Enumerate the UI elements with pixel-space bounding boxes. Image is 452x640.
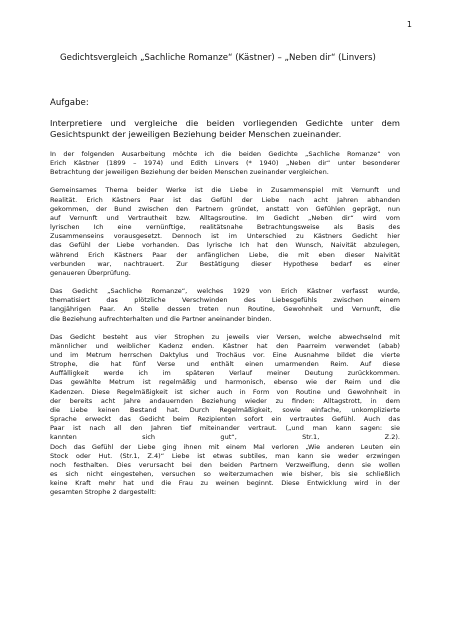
paragraph <box>50 186 400 278</box>
text-line: Doch das Gefühl der Liebe ging ihnen mit einem Mal verloren „Wie anderen Leuten ein <box>50 442 400 451</box>
text-line: Gemeinsames Thema beider Werke ist die Liebe in Zusammenspiel mit Vernunft und <box>50 186 400 195</box>
text-line: Strophe, die hat fünf Verse und enthält einen umarmenden Reim. Auf diese <box>50 360 400 369</box>
text-line: Das gewählte Metrum ist regelmäßig und harmonisch, ebenso wie der Reim und die <box>50 378 400 387</box>
text-line: der bereits acht Jahre andauernden Beziehung wieder zu finden: Alltagstrott, in dem <box>50 396 400 405</box>
text-line: gekommen, der Bund zwischen den Partnern gründet, anstatt von Gefühlen geprägt, nun <box>50 204 400 213</box>
text-line: Erich Kästner (1899 – 1974) und Edith Linvers (* 1940) „Neben dir“ unter besonderer <box>50 159 400 168</box>
text-line: während Erich Kästners Paar der anfänglichen Liebe, die mit eben dieser Naivität <box>50 250 400 259</box>
text-line: kannten sich gut“, Str.1, Z.2). <box>50 433 400 442</box>
text-line: Stock oder Hut. (Str.1, Z.4)“ Liebe ist etwas subtiles, man kann sie weder erzwingen <box>50 451 400 460</box>
text-line: Paar ist nach all den Jahren tief miteinander vertraut. („und man kann sagen: sie <box>50 424 400 433</box>
text-line: langjährigen Paar. An Stelle dessen treten nun Routine, Gewohnheit und Vernunft, die <box>50 305 400 314</box>
task-label: Aufgabe: <box>50 98 89 108</box>
text-line: es sich nicht eingestehen, versuchen so weiterzumachen wie bisher, bis sie schließlich <box>50 470 400 478</box>
page-number: 1 <box>406 20 412 29</box>
text-line: die Liebe keinen Bestand hat. Durch Regelmäßigkeit, sowie einfache, unkomplizierte <box>50 405 400 414</box>
text-line: Zusammenseins vorausgesetzt. Dennoch ist im Unterschied zu Kästners Gedicht hier <box>50 232 400 241</box>
paragraph <box>50 287 400 324</box>
text-line: thematisiert das plötzliche Verschwinden des Liebesgefühls zwischen einem <box>50 296 400 305</box>
text-line: genaueren Überprüfung. <box>50 268 131 277</box>
text-line: die Beziehung aufrechterhalten und die Partner aneinander binden. <box>50 314 272 323</box>
text-line: Das Gedicht besteht aus vier Strophen zu jeweils vier Versen, welche abwechselnd mit <box>50 332 400 341</box>
text-line: männlicher und weiblicher Kadenz enden. Kästner hat den Paarreim verwendet (abab) <box>50 341 400 350</box>
body-text <box>50 150 400 506</box>
text-line: Das Gedicht „Sachliche Romanze“, welches 1929 von Erich Kästner verfasst wurde, <box>50 287 400 296</box>
text-line: Realität. Erich Kästners Paar ist das Gefühl der Liebe nach acht Jahren abhanden <box>50 195 400 204</box>
text-line: noch festhalten. Dies verursacht bei den beiden Partnern Verzweiflung, denn sie wollen <box>50 460 400 469</box>
paragraph <box>50 333 400 498</box>
paragraph <box>50 150 400 177</box>
text-line: Auffälligkeit werde ich im späteren Verlauf meiner Deutung zurückkommen. <box>50 369 400 378</box>
text-line: gesamten Strophe 2 dargestellt: <box>50 488 157 497</box>
text-line: In der folgenden Ausarbeitung möchte ich die beiden Gedichte „Sachliche Romanze“ von <box>50 150 400 158</box>
text-line: lyrischen Ich eine vernünftige, realitätsnahe Betrachtungsweise als Basis des <box>50 223 400 232</box>
page-title: Gedichtsvergleich „Sachliche Romanze“ (Kästner) – „Neben dir“ (Linvers) <box>60 53 376 63</box>
text-line: und im Metrum herrschen Daktylus und Trochäus vor. Eine Ausnahme bildet die vierte <box>50 350 400 359</box>
text-line: Kadenzen. Diese Regelmäßigkeit ist sicher auch in Form von Routine und Gewohnheit in <box>50 387 400 396</box>
text-line: keine Kraft mehr hat und die Frau zu weinen beginnt. Diese Entwicklung wird in der <box>50 479 400 488</box>
text-line: Betrachtung der jeweiligen Beziehung der beiden Menschen zueinander vergleichen. <box>50 168 329 177</box>
text-line: das Gefühl der Liebe vorhanden. Das lyrische Ich hat den Wunsch, Naivität abzulegen, <box>50 241 400 250</box>
text-line: Sprache erweckt das Gedicht beim Rezipienten sofort ein vertrautes Gefühl. Auch das <box>50 415 400 424</box>
text-line: verbunden war, nachtrauert. Zur Bestätigung dieser Hypothese bedarf es einer <box>50 259 400 268</box>
text-line: auf Vernunft und Vertrautheit bzw. Alltagsroutine. Im Gedicht „Neben dir“ wird vom <box>50 213 400 222</box>
task-text: Interpretiere und vergleiche die beiden vorliegenden Gedichte unter dem Gesichtspunkt der jeweiligen Beziehung beider Menschen zueinander. <box>50 118 400 139</box>
